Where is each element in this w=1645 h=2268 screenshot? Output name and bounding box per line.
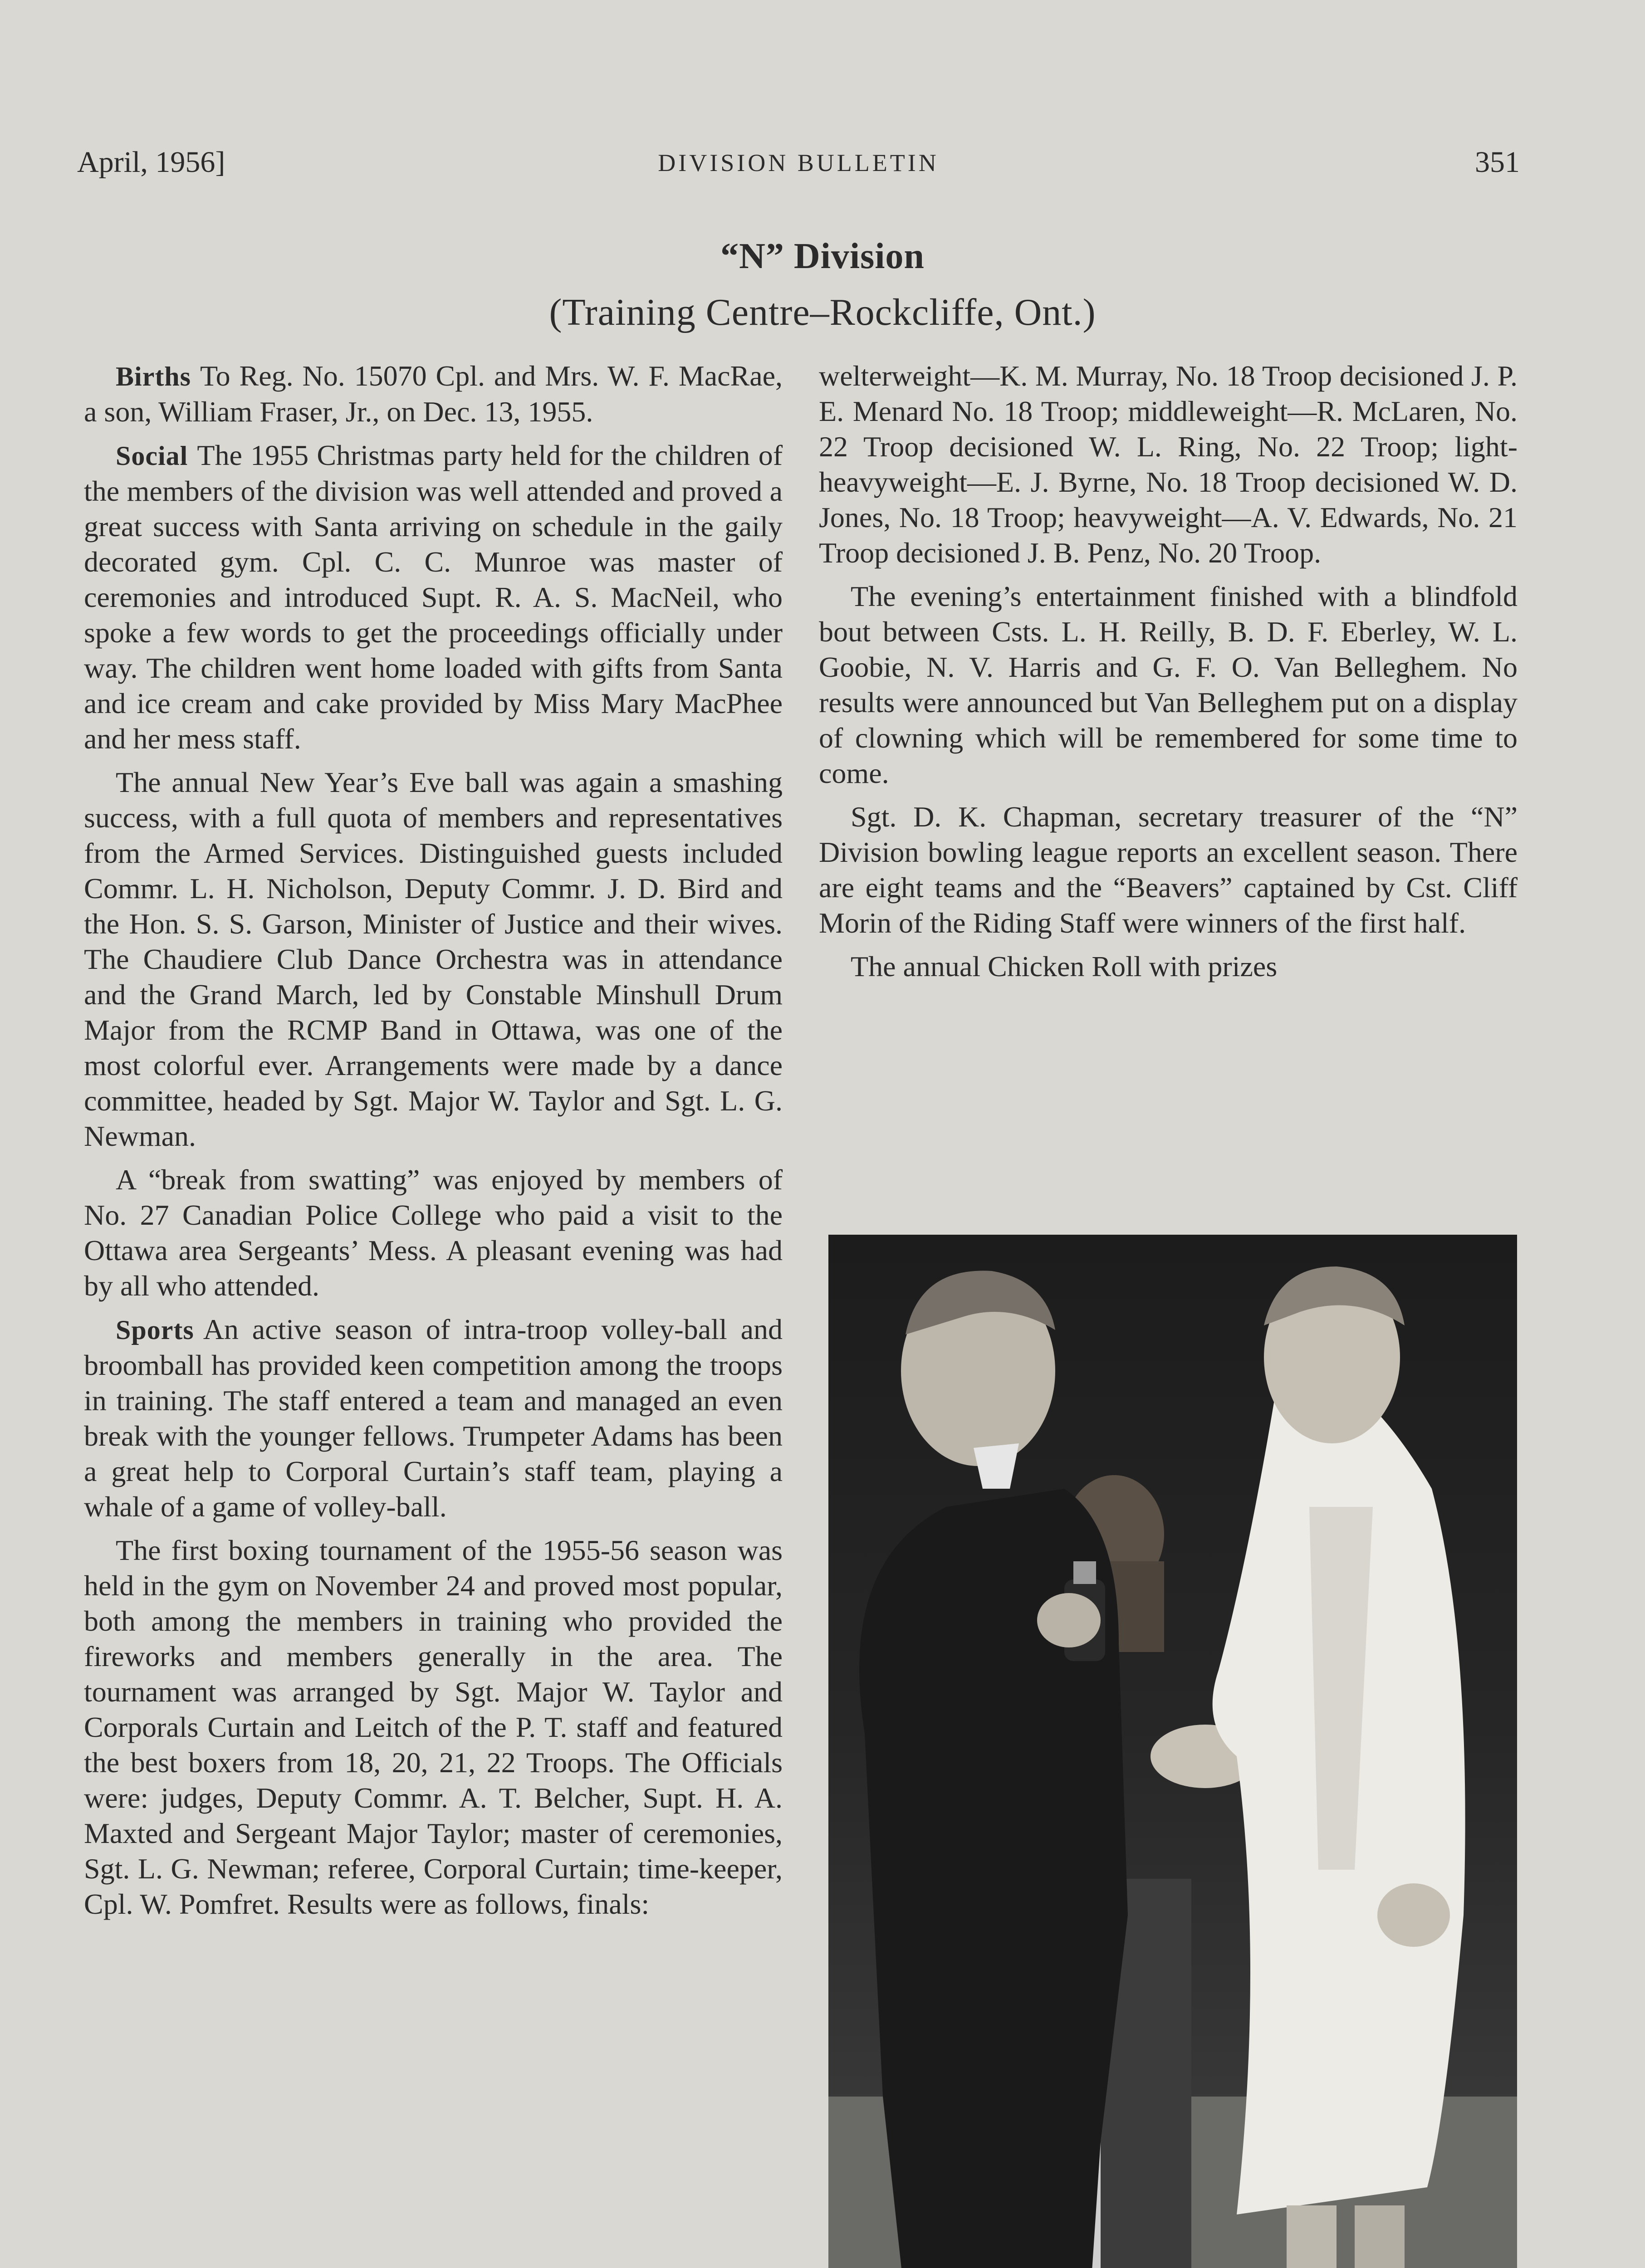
sports-paragraph [84,1312,783,1525]
births-heading: Births [116,362,191,391]
social-text: The 1955 Christmas party held for the children of the members of the division was well attended and proved a great success with Santa arriving on schedule in the gaily decorated gym. Cpl. C. C. Munroe was master of ceremonies and introduced Supt. R. A. S. MacNeil, who spoke a few words to get the proceedings officially under way. The children went home loaded with gifts from Santa and ice cream and cake provided by Miss Mary MacPhee and her mess staff. [84,439,783,755]
issue-date: April, 1956] [77,146,225,179]
sports-text: An active season of intra-troop volley-ball and broomball has provided keen competition among the troops in training. The staff entered a team and managed an even break with the younger fellows. Trumpeter Adams has been a great help to Corporal Curtain’s staff team, playing a whale of a game of volley-ball. [84,1313,783,1523]
boxing-trophy-photo [828,1235,1517,2268]
entertainment-paragraph: The evening’s entertainment finished with a blindfold bout between Csts. L. H. Reilly, B. D. F. Eberley, W. L. Goobie, N. V. Harris and G. F. O. Van Belleghem. No results were announced but Van Belleghem put on a display of clowning which will be remembered for some time to come. [819,580,1518,789]
new-year-paragraph: The annual New Year’s Eve ball was again a smashing success, with a full quota of members and representatives from the Armed Services. Distinguished guests included Commr. L. H. Nicholson, Deputy Commr. J. D. Bird and the Hon. S. S. Garson, Minister of Justice and their wives. The Chaudiere Club Dance Orchestra was in attendance and the Grand March, led by Constable Minshull Drum Major from the RCMP Band in Ottawa, was one of the most colorful ever. Arrangements were made by a dance committee, headed by Sgt. Major W. Taylor and Sgt. L. G. Newman. [84,766,783,1152]
article-subtitle: (Training Centre–Rockcliffe, Ont.) [549,291,1096,333]
left-column [84,358,783,2268]
article-title: “N” Division [720,236,925,276]
running-header [77,145,1520,186]
births-paragraph [84,358,783,430]
publication-name: DIVISION BULLETIN [658,149,939,176]
chicken-roll-paragraph: The annual Chicken Roll with prizes [851,950,1278,982]
bowling-paragraph: Sgt. D. K. Chapman, secretary treasurer of the “N” Division bowling league reports an excellent season. There are eight teams and the “Beavers” captained by Cst. Cliff Morin of the Riding Staff were winners of the first half. [819,801,1518,939]
social-heading: Social [116,441,188,471]
social-paragraph [84,438,783,757]
boxing-paragraph: The first boxing tournament of the 1955-56 season was held in the gym on November 24 and proved most popular, both among the members in training who provided the fireworks and members generally in the area. The tournament was arranged by Sgt. Major W. Taylor and Corporals Curtain and Leitch of the P. T. staff and featured the best boxers from 18, 20, 21, 22 Troops. The Officials were: judges, Deputy Commr. A. T. Belcher, Supt. H. A. Maxted and Sergeant Major Taylor; master of ceremonies, Sgt. L. G. Newman; referee, Corporal Curtain; time-keeper, Cpl. W. Pomfret. Results were as follows, finals: [84,1534,783,1920]
break-paragraph: A “break from swatting” was enjoyed by members of No. 27 Canadian Police College who paid a visit to the Ottawa area Sergeants’ Mess. A pleasant evening was had by all who attended. [84,1163,783,1302]
page-number: 351 [1475,146,1520,179]
right-column [819,358,1518,1175]
births-text: To Reg. No. 15070 Cpl. and Mrs. W. F. MacRae, a son, William Fraser, Jr., on Dec. 13, 1955. [84,360,783,428]
results-paragraph: welterweight—K. M. Murray, No. 18 Troop decisioned J. P. E. Menard No. 18 Troop; middleweight—R. McLaren, No. 22 Troop decisioned W. L. Ring, No. 22 Troop; light-heavyweight—E. J. Byrne, No. 18 Troop decisioned W. D. Jones, No. 18 Troop; heavyweight—A. V. Edwards, No. 21 Troop decisioned J. B. Penz, No. 20 Troop. [819,360,1518,569]
sports-heading: Sports [116,1315,194,1345]
